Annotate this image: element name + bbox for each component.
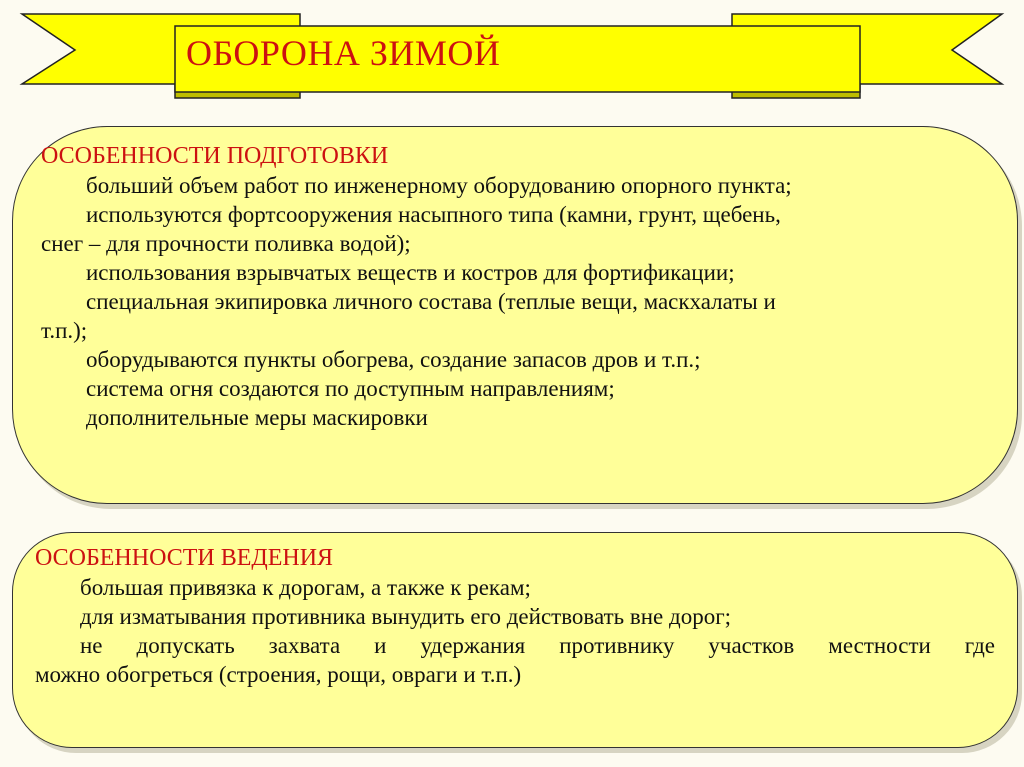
page-title: ОБОРОНА ЗИМОЙ [186, 33, 501, 73]
conduct-panel [12, 532, 1018, 748]
preparation-panel [12, 126, 1018, 504]
conduct-heading: ОСОБЕННОСТИ ВЕДЕНИЯ [35, 545, 334, 571]
list-item: больший объем работ по инженерному оборудованию опорного пункта; [86, 173, 792, 198]
preparation-heading: ОСОБЕННОСТИ ПОДГОТОВКИ [41, 143, 389, 169]
list-item: не допускать захвата и удержания противнику участков местности где [80, 633, 995, 658]
list-item: используются фортсооружения насыпного типа (камни, грунт, щебень, [86, 202, 781, 227]
list-item: система огня создаются по доступным направлениям; [86, 376, 615, 401]
list-item: для изматывания противника вынудить его действовать вне дорог; [80, 604, 732, 629]
list-item: использования взрывчатых веществ и костров для фортификации; [86, 260, 735, 285]
list-item: оборудываются пункты обогрева, создание запасов дров и т.п.; [86, 347, 701, 372]
title-banner-graphic [0, 0, 1024, 110]
list-item-continuation: снег – для прочности поливка водой); [41, 231, 411, 256]
conduct-list [35, 573, 995, 689]
list-item: большая привязка к дорогам, а также к рекам; [80, 575, 531, 600]
list-item: специальная экипировка личного состава (теплые вещи, маскхалаты и [86, 289, 776, 314]
preparation-list [41, 171, 989, 432]
list-item-continuation: т.п.); [41, 318, 88, 343]
list-item-continuation: можно обогреться (строения, рощи, овраги и т.п.) [35, 662, 522, 687]
list-item: дополнительные меры маскировки [86, 405, 428, 430]
